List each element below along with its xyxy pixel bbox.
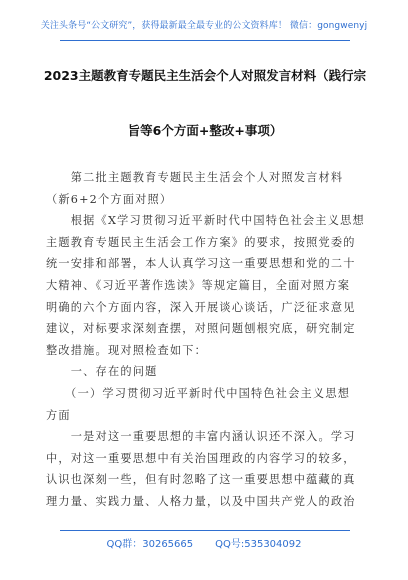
header-banner: 关注头条号“公文研究”，获得最新最全最专业的公文资料库！ 微信：gongwenyj	[40, 21, 368, 31]
body-line: 方面	[46, 408, 71, 422]
footer-divider	[60, 530, 350, 531]
document-title-line-1: 2023主题教育专题民主生活会个人对照发言材料（践行宗	[43, 68, 367, 83]
footer	[0, 535, 408, 550]
body-line: 明确的六个方面内容，深入开展谈心谈话，广泛征求意见	[46, 300, 356, 314]
body-line: 统一安排和部署，本人认真学习这一重要思想和党的二十	[46, 257, 356, 271]
header-divider	[60, 40, 350, 41]
body-line: （一）学习贯彻习近平新时代中国特色社会主义思想	[46, 386, 351, 400]
body-line: 一是对这一重要思想的丰富内涵认识还不深入。学习	[46, 430, 356, 444]
body-line: 根据《X学习贯彻习近平新时代中国特色社会主义思想	[46, 214, 365, 228]
body-line: 整改措施。现对照检查如下：	[46, 343, 208, 357]
body-line: 大精神、《习近平著作选读》等规定篇目，全面对照方案	[46, 278, 351, 292]
body-line: 理力量、实践力量、人格力量，以及中国共产党人的政治	[46, 494, 356, 508]
footer-qq-group: QQ群：30265665	[106, 539, 194, 550]
footer-qq-number: QQ号:535304092	[215, 539, 302, 550]
body-line: 主题教育专题民主生活会工作方案》的要求，按照党委的	[46, 235, 356, 249]
document-body	[46, 167, 366, 513]
body-line: 建议，对标要求深刻査摆，对照问题刨根究底，研究制定	[46, 322, 356, 336]
body-line: 第二批主题教育专题民主生活会个人对照发言材料	[46, 171, 344, 184]
body-line: 认识也深刻一些，但有时忽略了这一重要思想中蕴藏的真	[46, 473, 356, 487]
body-line: （新6+2个方面对照）	[46, 192, 173, 206]
document-title-line-2: 旨等6个方面+整改+事项）	[127, 123, 283, 138]
body-line: 中，对这一重要思想中有关治国理政的内容学习的较多，	[46, 451, 356, 465]
body-line: 一、存在的问题	[46, 365, 158, 379]
